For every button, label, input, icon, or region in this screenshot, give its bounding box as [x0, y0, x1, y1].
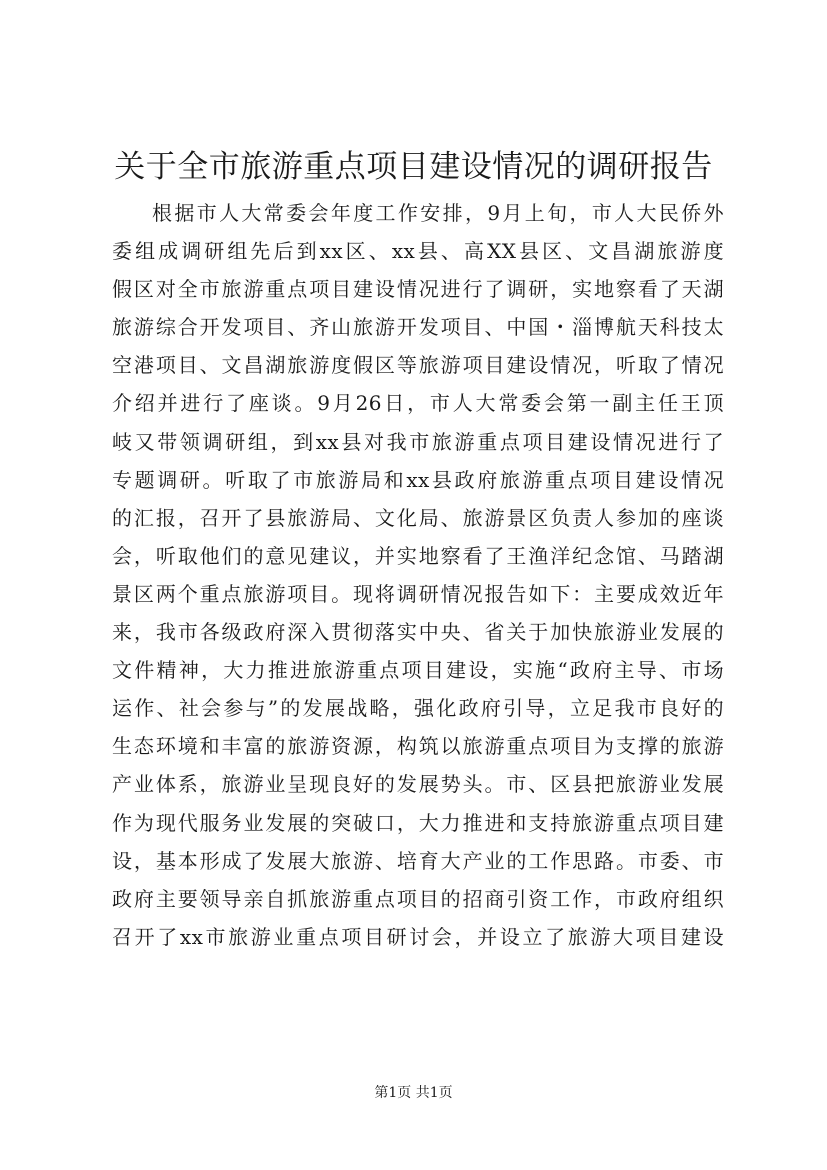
body-paragraph	[112, 194, 724, 956]
text-line: 旅游综合开发项目、齐山旅游开发项目、中国・淄博航天科技太	[112, 315, 724, 340]
text-line: 生态环境和丰富的旅游资源，构筑以旅游重点项目为支撑的旅游	[112, 734, 724, 759]
text-line: 假区对全市旅游重点项目建设情况进行了调研，实地察看了天湖	[112, 277, 724, 302]
text-line: 产业体系，旅游业呈现良好的发展势头。市、区县把旅游业发展	[112, 772, 724, 797]
text-line: 专题调研。听取了市旅游局和xx县政府旅游重点项目建设情况	[112, 467, 724, 492]
page-footer: 第1页 共1页	[374, 1085, 453, 1101]
text-line: 运作、社会参与”的发展战略，强化政府引导，立足我市良好的	[112, 696, 724, 721]
text-line: 景区两个重点旅游项目。现将调研情况报告如下：主要成效近年	[112, 581, 724, 606]
text-line: 文件精神，大力推进旅游重点项目建设，实施“政府主导、市场	[112, 658, 724, 683]
text-line: 召开了xx市旅游业重点项目研讨会，并设立了旅游大项目建设	[112, 924, 724, 949]
text-line: 设，基本形成了发展大旅游、培育大产业的工作思路。市委、市	[112, 848, 724, 873]
text-line: 来，我市各级政府深入贯彻落实中央、省关于加快旅游业发展的	[112, 620, 724, 645]
text-line: 政府主要领导亲自抓旅游重点项目的招商引资工作，市政府组织	[112, 886, 724, 911]
text-line: 作为现代服务业发展的突破口，大力推进和支持旅游重点项目建	[112, 810, 724, 835]
text-line: 委组成调研组先后到xx区、xx县、高XX县区、文昌湖旅游度	[112, 239, 724, 264]
text-line: 会，听取他们的意见建议，并实地察看了王渔洋纪念馆、马踏湖	[112, 543, 724, 568]
text-line: 空港项目、文昌湖旅游度假区等旅游项目建设情况，听取了情况	[112, 353, 724, 378]
text-line: 岐又带领调研组，到xx县对我市旅游重点项目建设情况进行了	[112, 429, 724, 454]
document-title: 关于全市旅游重点项目建设情况的调研报告	[114, 149, 713, 185]
text-line: 的汇报，召开了县旅游局、文化局、旅游景区负责人参加的座谈	[112, 505, 724, 530]
text-line: 介绍并进行了座谈。9月26日，市人大常委会第一副主任王顶	[112, 391, 724, 416]
text-line: 根据市人大常委会年度工作安排，9月上旬，市人大民侨外	[152, 201, 724, 225]
